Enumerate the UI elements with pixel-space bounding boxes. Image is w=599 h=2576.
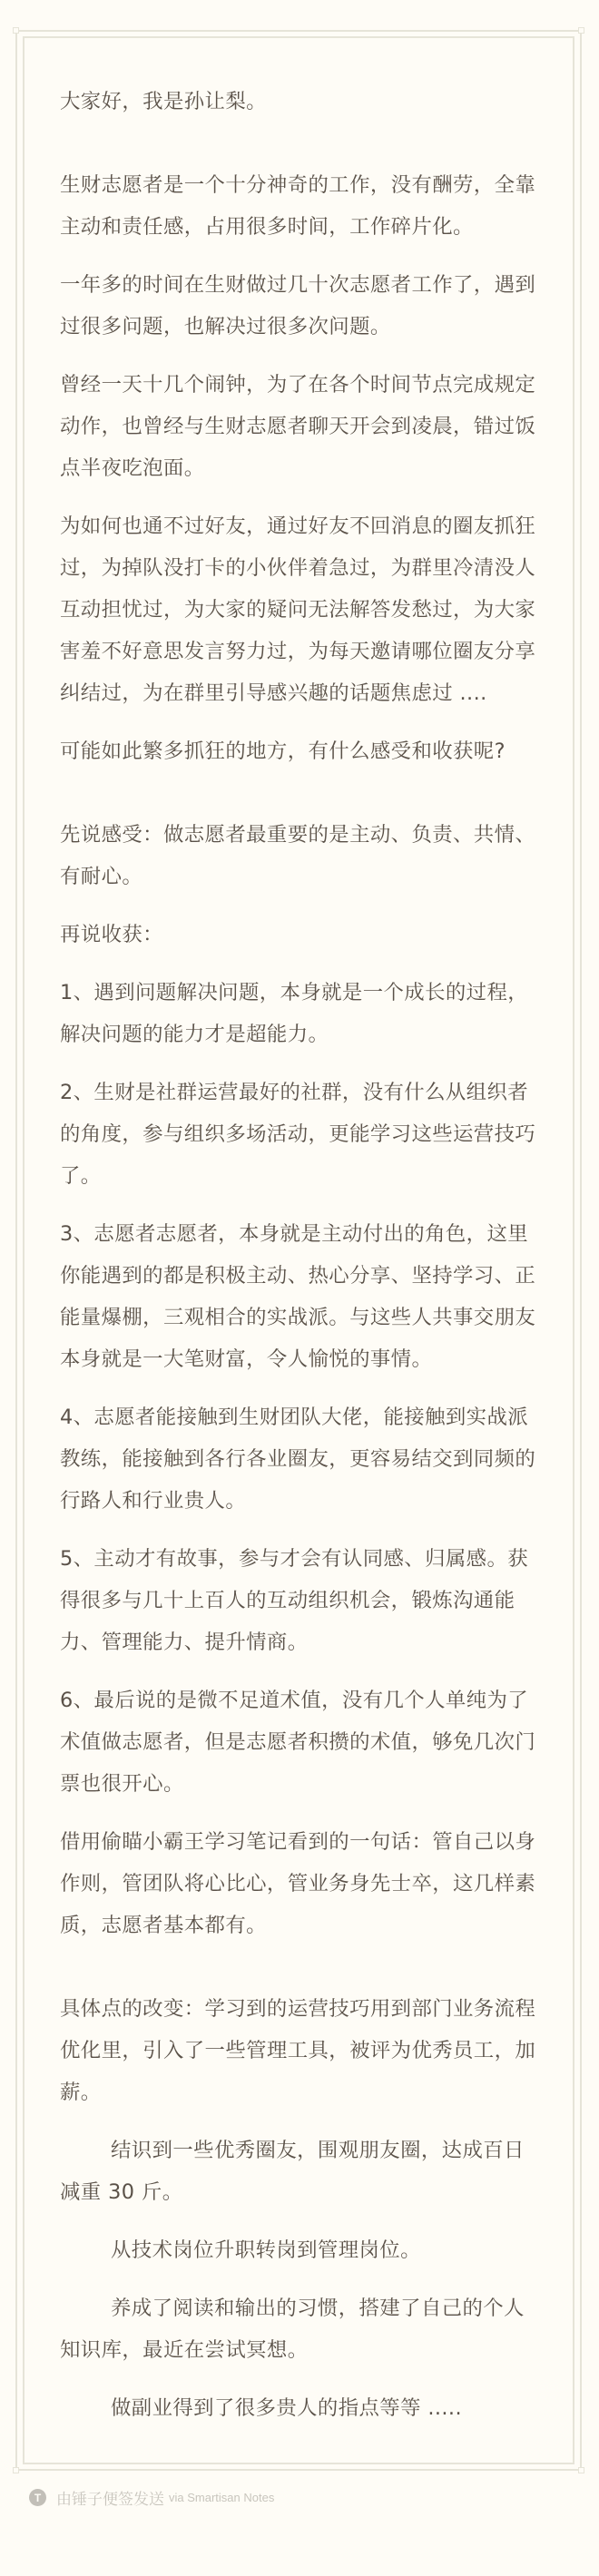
list-item-gain-1: 1、遇到问题解决问题，本身就是一个成长的过程，解决问题的能力才是超能力。 (60, 981, 529, 1046)
paragraph-change-item: 结识到一些优秀圈友，围观朋友圈，达成百日减重 30 斤。 (60, 2139, 525, 2204)
frame-corner-top-left (13, 27, 19, 34)
paragraph-feelings: 先说感受：做志愿者最重要的是主动、负责、共情、有耐心。 (60, 823, 536, 888)
footer-attribution (29, 2486, 274, 2509)
paragraph: 曾经一天十几个闹钟，为了在各个时间节点完成规定动作，也曾经与生财志愿者聊天开会到凌晨，错过饭点半夜吃泡面。 (60, 373, 536, 480)
paragraph: 生财志愿者是一个十分神奇的工作，没有酬劳，全靠主动和责任感，占用很多时间，工作碎片化。 (60, 173, 536, 239)
paragraph-changes: 具体点的改变：学习到的运营技巧用到部门业务流程优化里，引入了一些管理工具，被评为优秀员工，加薪。 (60, 1997, 536, 2104)
list-item-gain-3: 3、志愿者志愿者，本身就是主动付出的角色，这里你能遇到的都是积极主动、热心分享、坚持学习、正能量爆棚，三观相合的实战派。与这些人共事交朋友本身就是一大笔财富，令人愉悦的事情。 (60, 1222, 536, 1371)
paragraph: 一年多的时间在生财做过几十次志愿者工作了，遇到过很多问题，也解决过很多次问题。 (60, 273, 536, 338)
footer-via: via Smartisan Notes (169, 2491, 275, 2504)
paragraph-change-item: 做副业得到了很多贵人的指点等等 ..... (111, 2396, 462, 2420)
paragraph-change-item: 养成了阅读和输出的习惯，搭建了自己的个人知识库，最近在尝试冥想。 (60, 2297, 525, 2362)
list-item-gain-4: 4、志愿者能接触到生财团队大佬，能接触到实战派教练，能接触到各行各业圈友，更容易结交到同频的行路人和行业贵人。 (60, 1406, 536, 1513)
paragraph-question: 可能如此繁多抓狂的地方，有什么感受和收获呢? (60, 739, 506, 763)
paragraph-quote: 借用偷瞄小霸王学习笔记看到的一句话：管自己以身作则，管团队将心比心，管业务身先士卒，这几样素质，志愿者基本都有。 (60, 1830, 536, 1937)
note-body (60, 81, 539, 2445)
paragraph: 为如何也通不过好友，通过好友不回消息的圈友抓狂过，为掉队没打卡的小伙伴着急过，为群里冷清没人互动担忧过，为大家的疑问无法解答发愁过，为大家害羞不好意思发言努力过，为每天邀请哪位圈友分享纠结过，为在群里引导感兴趣的话题焦虑过 .... (60, 514, 536, 705)
frame-corner-top-right (578, 27, 584, 34)
paragraph-gains-heading: 再说收获： (60, 923, 163, 946)
paragraph-greeting: 大家好，我是孙让梨。 (60, 90, 267, 113)
footer-sent-by: 由锤子便签发送 (56, 2491, 164, 2509)
list-item-gain-5: 5、主动才有故事，参与才会有认同感、归属感。获得很多与几十上百人的互动组织机会，锻炼沟通能力、管理能力、提升情商。 (60, 1547, 529, 1654)
list-item-gain-2: 2、生财是社群运营最好的社群，没有什么从组织者的角度，参与组织多场活动，更能学习这些运营技巧了。 (60, 1081, 536, 1188)
smartisan-logo-icon: T (29, 2489, 46, 2506)
frame-corner-bottom-right (578, 2467, 584, 2473)
paragraph-change-item: 从技术岗位升职转岗到管理岗位。 (111, 2238, 421, 2262)
frame-corner-bottom-left (13, 2467, 19, 2473)
list-item-gain-6: 6、最后说的是微不足道术值，没有几个人单纯为了术值做志愿者，但是志愿者积攒的术值，够免几次门票也很开心。 (60, 1689, 536, 1796)
